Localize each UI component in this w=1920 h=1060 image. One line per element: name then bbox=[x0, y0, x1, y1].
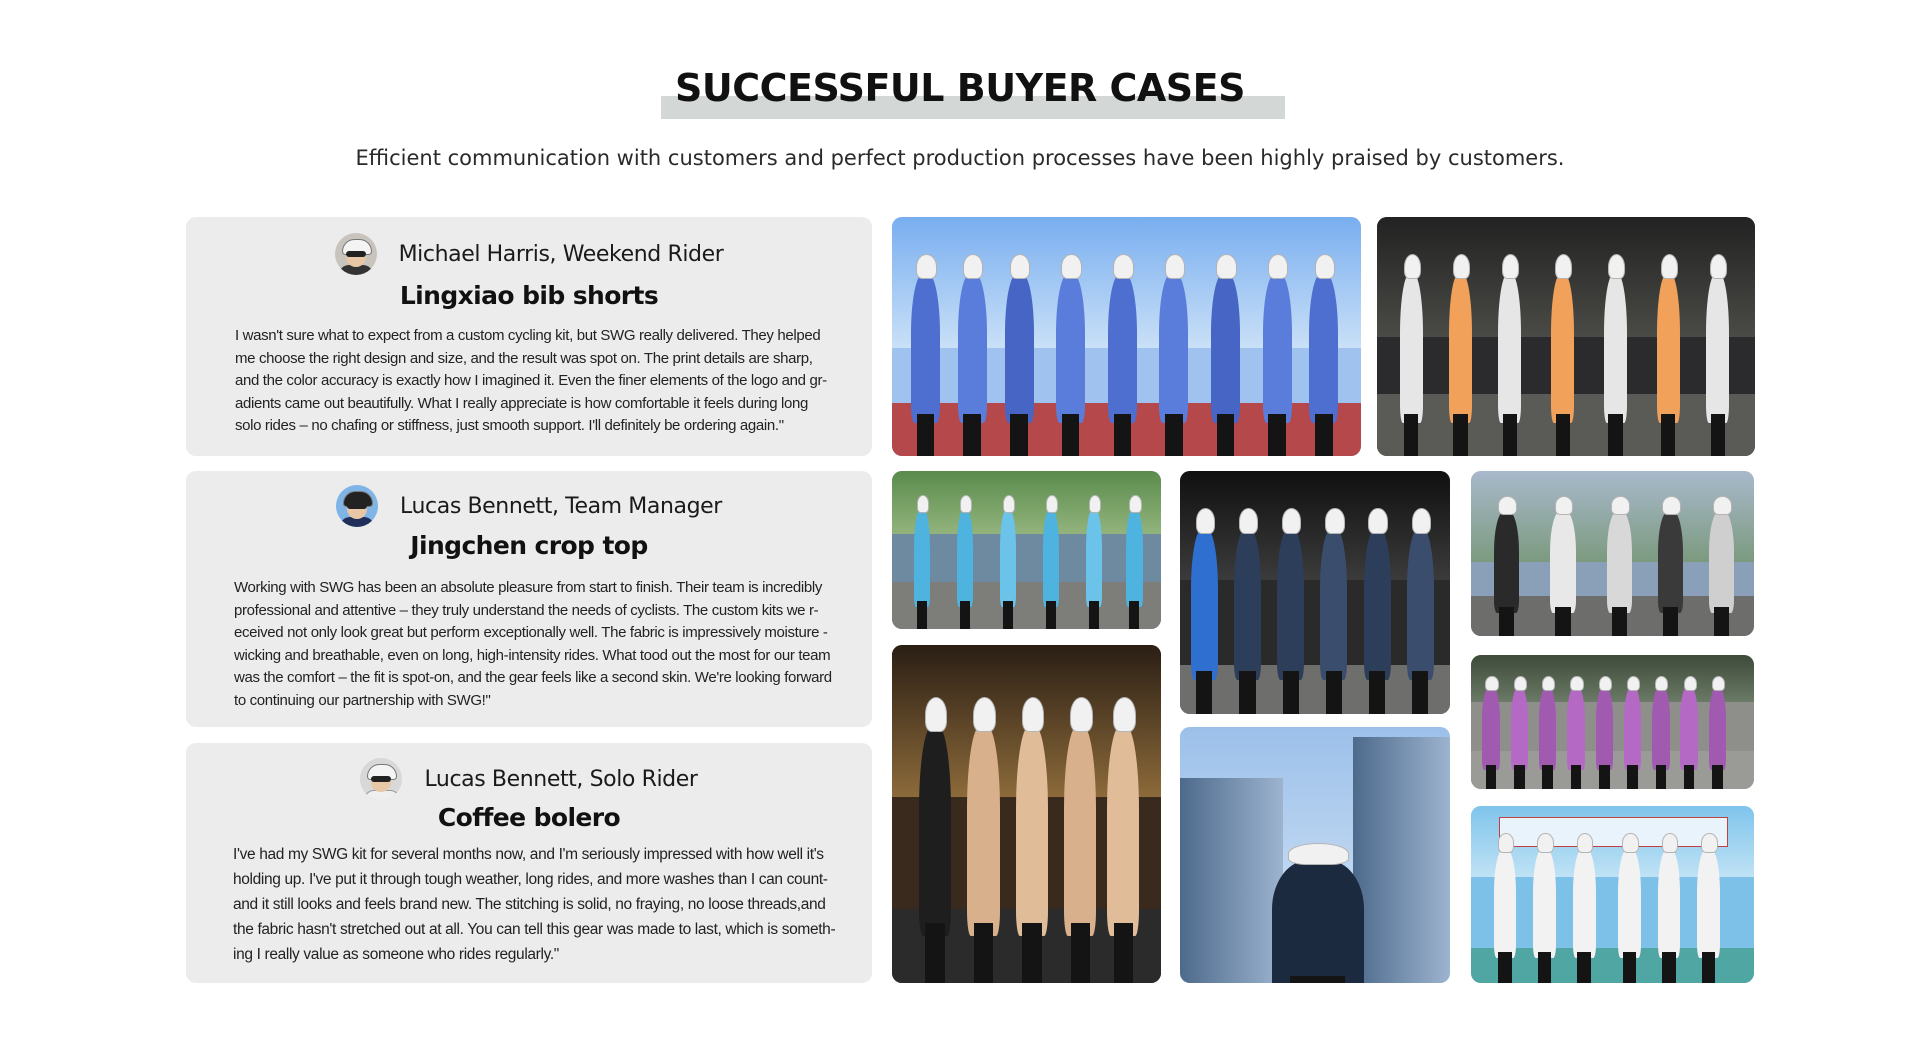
review-text: Working with SWG has been an absolute pleasure from start to finish. Their team is incredibly professional and attentive – they truly understand the needs of cyclists. The custom kits we r-eceived not only look great but perform exceptionally well. The fabric is impressively moisture -wicking and breathable, even on long, high-intensity rides. What tood out the most for our team was the comfort – the fit is spot-on, and the gear feels like a second skin. We're looking forward to continuing our partnership with SWG!" bbox=[234, 579, 832, 709]
testimonial-card bbox=[186, 743, 872, 983]
photo-team-purple-kits bbox=[1471, 655, 1754, 789]
photo-team-blue-kits bbox=[892, 217, 1361, 456]
photo-team-night-bikes bbox=[1377, 217, 1755, 456]
product-name: Coffee bolero bbox=[437, 803, 621, 832]
customer-name: Lucas Bennett, Solo Rider bbox=[424, 766, 698, 792]
photo-cafe-group bbox=[892, 645, 1161, 983]
testimonial-card bbox=[186, 471, 872, 727]
review-text: I've had my SWG kit for several months now, and I'm seriously impressed with how well it's holding up. I've put it through tough weather, long rides, and more washes than I can count-and it still looks and feels brand new. The stitching is solid, no fraying, no loose threads,and the fabric hasn't stretched out at all. You can tell this gear was made to last, which is someth-ing I really value as someone who rides regularly." bbox=[233, 846, 836, 963]
testimonial-header bbox=[186, 757, 872, 801]
product-name: Lingxiao bib shorts bbox=[399, 281, 659, 310]
testimonial-card bbox=[186, 217, 872, 456]
photo-team-with-bike bbox=[1180, 471, 1450, 714]
section-header bbox=[0, 62, 1920, 122]
customer-name: Michael Harris, Weekend Rider bbox=[398, 241, 724, 267]
page-title: SUCCESSFUL BUYER CASES bbox=[674, 66, 1246, 110]
photo-rider-skyscraper bbox=[1180, 727, 1450, 983]
photo-race-event bbox=[1471, 806, 1754, 983]
event-banner bbox=[1499, 817, 1727, 847]
testimonial-header bbox=[186, 232, 872, 276]
review-text: I wasn't sure what to expect from a custom cycling kit, but SWG really delivered. They helped me choose the right design and size, and the result was spot on. The print details are sharp, and the color accuracy is exactly how I imagined it. Even the finer elements of the logo and gr-adients came out beautifully. What I really appreciate is how comfortable it feels during long solo rides – no chafing or stiffness, just smooth support. I'll definitely be ordering again." bbox=[235, 327, 827, 434]
testimonial-header bbox=[186, 484, 872, 528]
page-subtitle: Efficient communication with customers and perfect production processes have been highly praised by customers. bbox=[355, 146, 1565, 170]
product-name: Jingchen crop top bbox=[410, 531, 648, 560]
avatar bbox=[336, 485, 378, 527]
avatar bbox=[335, 233, 377, 275]
avatar bbox=[360, 758, 402, 800]
photo-riders-mountain bbox=[1471, 471, 1754, 636]
photo-riders-light-blue bbox=[892, 471, 1161, 629]
customer-name: Lucas Bennett, Team Manager bbox=[400, 493, 722, 519]
